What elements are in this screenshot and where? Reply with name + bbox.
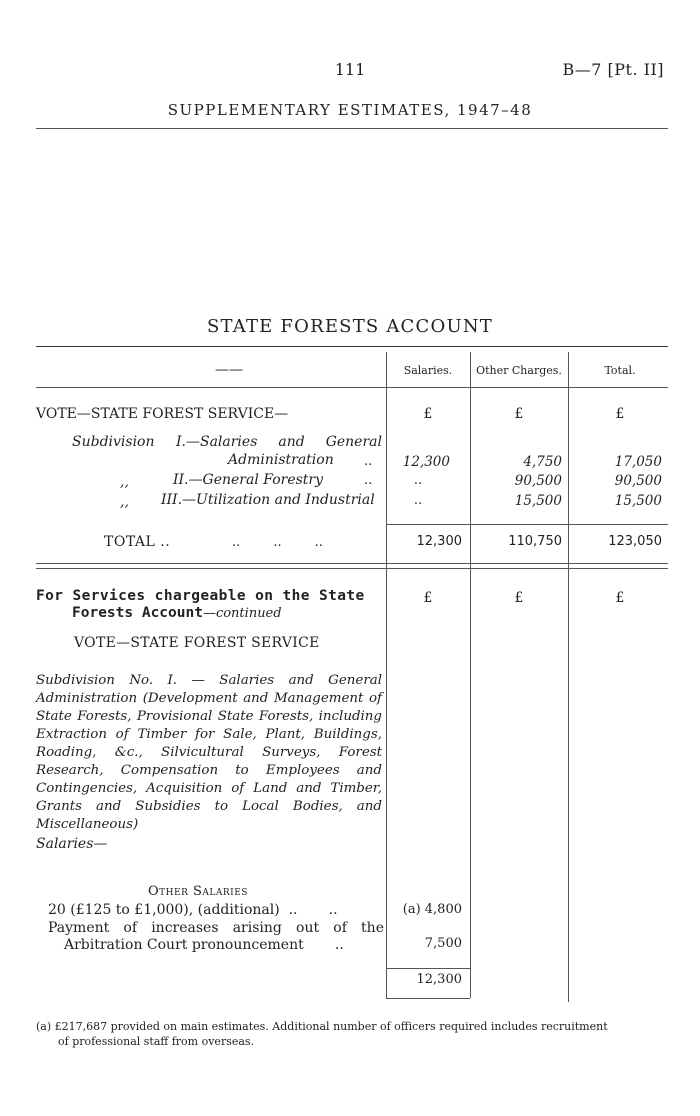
summary-bottom-rule-2 (36, 568, 668, 569)
col-divider-3 (568, 352, 569, 1002)
row1-label-c: Administration (228, 452, 334, 468)
item1-value: (a) 4,800 (402, 902, 462, 917)
item2-value: 7,500 (424, 936, 462, 951)
subdivision-description: Subdivision No. I. — Salaries and General Administration (Development and Management of State Forests, Provisional State Forests, including Extraction of Timber for Sale, Plant, Buildings, Roading, &c., Silvicultural Surveys, Forest Research, Compensation to Employees and Contingencies, Acquisition of Land and Timber, Grants and Subsidies to Local Bodies, and Miscellaneous) (36, 673, 382, 832)
row2-salaries: .. (413, 473, 423, 488)
summary-total-label: TOTAL .. (104, 534, 171, 550)
column-header-other-charges: Other Charges. (476, 364, 562, 377)
summary-total-top-rule (386, 524, 668, 525)
footnote (36, 1019, 672, 1049)
detail-pound-other: £ (514, 590, 524, 606)
pound-other: £ (514, 406, 524, 422)
detail-pound-salaries: £ (423, 590, 433, 606)
detail-pound-total: £ (615, 590, 625, 606)
row1-other: 4,750 (523, 454, 562, 470)
page-number: 111 (334, 60, 366, 79)
column-header-total: Total. (604, 364, 636, 377)
row1-salaries: 12,300 (402, 454, 450, 470)
item2-line1: Payment of increases arising out of the (48, 920, 384, 936)
row1-total: 17,050 (614, 454, 662, 470)
summary-total-dots: .. .. .. (232, 535, 323, 550)
footnote-line2: of professional staff from overseas. (58, 1035, 255, 1048)
row3-label-a: ,, (120, 494, 129, 510)
other-salaries-label: Other Salaries (148, 884, 248, 899)
detail-subtotal: 12,300 (416, 972, 462, 987)
summary-total-other: 110,750 (508, 534, 562, 549)
detail-heading-continued: —continued (202, 606, 282, 621)
item2-line2: Arbitration Court pronouncement .. (64, 937, 344, 953)
subtotal-top-rule (386, 968, 470, 969)
section-title: STATE FORESTS ACCOUNT (207, 316, 493, 337)
row3-total: 15,500 (614, 493, 662, 509)
document-reference: B—7 [Pt. II] (562, 60, 664, 79)
row1-label-b: I.—Salaries and General (176, 434, 382, 450)
pound-salaries: £ (423, 406, 433, 422)
row1-dots: .. (364, 454, 373, 469)
header-rule (36, 128, 668, 129)
row1-label-a: Subdivision (72, 434, 155, 450)
salaries-label: Salaries— (36, 836, 108, 852)
summary-total-salaries: 12,300 (416, 534, 462, 549)
summary-vote-label: VOTE—STATE FOREST SERVICE— (36, 406, 289, 422)
detail-heading-bold: Forests Account (72, 605, 203, 621)
row2-label-b: II.—General Forestry (173, 472, 324, 488)
table-head-rule (36, 387, 668, 388)
column-header-salaries: Salaries. (403, 364, 453, 377)
column-header-blank: —— (215, 362, 243, 378)
detail-vote: VOTE—STATE FOREST SERVICE (74, 635, 320, 651)
table-top-rule (36, 346, 668, 347)
row2-dots: .. (364, 473, 373, 488)
row3-salaries: .. (413, 493, 423, 508)
subtotal-bottom-rule (386, 998, 470, 999)
detail-heading-line2 (72, 605, 282, 621)
item1-description: 20 (£125 to £1,000), (additional) .. .. (48, 902, 338, 918)
col-divider-2 (470, 352, 471, 998)
detail-heading-line1: For Services chargeable on the State (36, 588, 365, 604)
pound-total: £ (615, 406, 625, 422)
summary-bottom-rule (36, 563, 668, 564)
page-title: SUPPLEMENTARY ESTIMATES, 1947–48 (167, 101, 533, 119)
summary-grand-total: 123,050 (608, 534, 662, 549)
row3-other: 15,500 (514, 493, 562, 509)
row2-other: 90,500 (514, 473, 562, 489)
footnote-line1: (a) £217,687 provided on main estimates. Additional number of officers required includes recruitment (36, 1020, 608, 1033)
row2-label-a: ,, (120, 474, 129, 490)
row2-total: 90,500 (614, 473, 662, 489)
row3-label-b: III.—Utilization and Industrial (161, 492, 375, 508)
